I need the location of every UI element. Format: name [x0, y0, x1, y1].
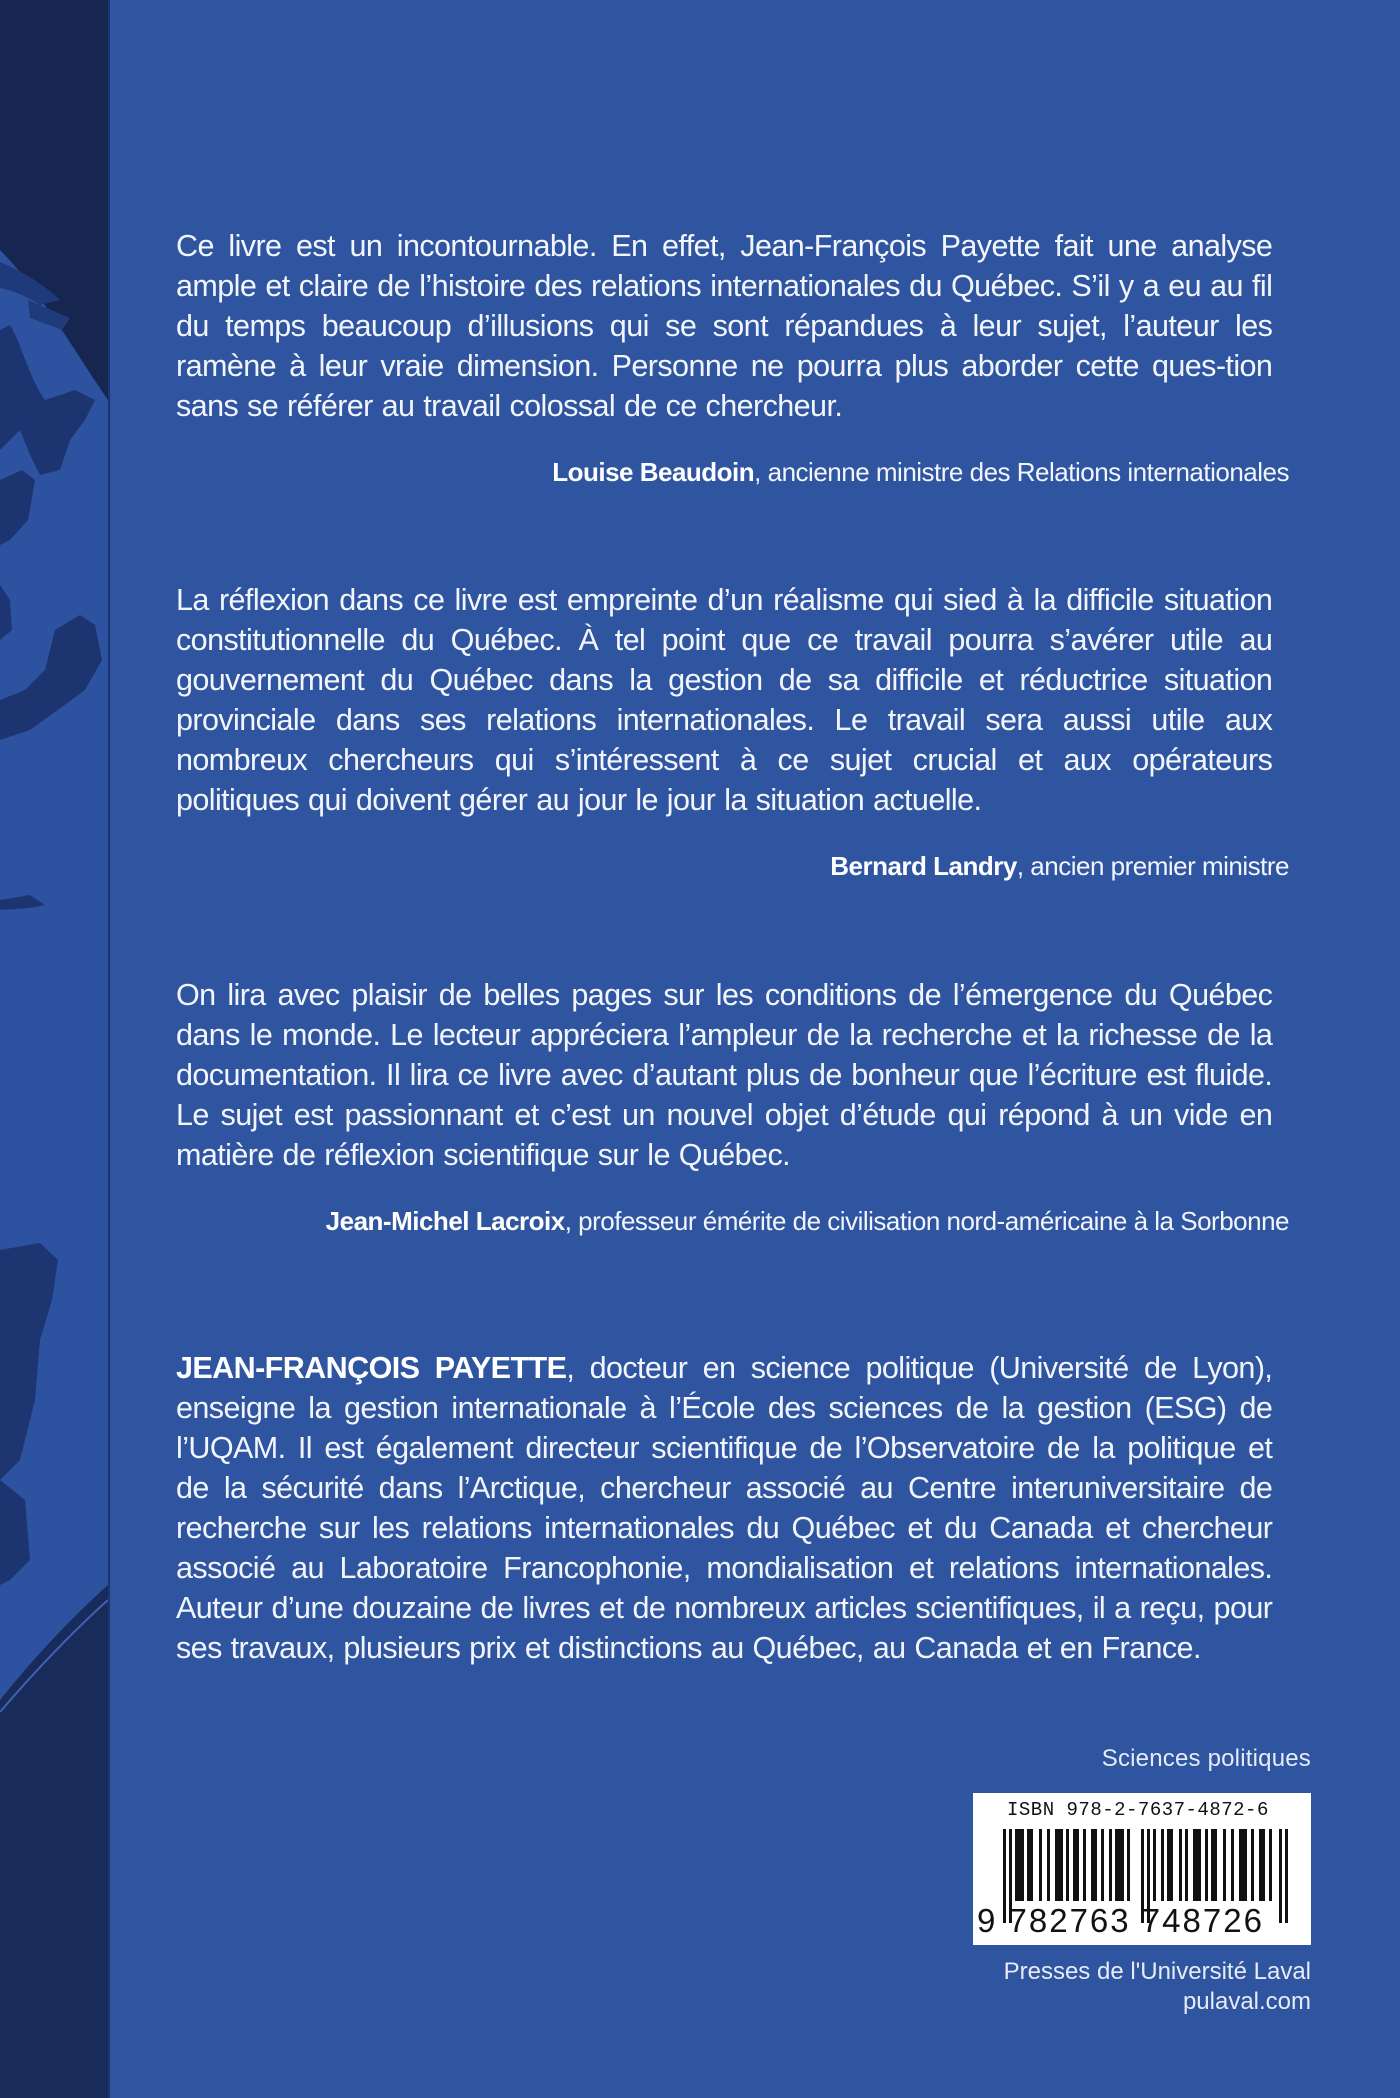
globe-silhouette-icon [0, 0, 108, 2098]
endorser-role: , professeur émérite de civilisation nord-américaine à la Sorbonne [564, 1206, 1289, 1236]
endorsement-quote-1: Ce livre est un incontournable. En effet, Jean-François Payette fait une analyse ample et claire de l’histoire des relations internationales du Québec. S’il y a eu au fil du temps beaucoup d’illusions qui se sont répandues à leur sujet, l’auteur les ramène à leur vraie dimension. Personne ne pourra plus aborder cette ques-tion sans se référer au travail colossal de ce chercheur. [176, 228, 1273, 423]
barcode-digits: 9 782763 748726 [977, 1902, 1264, 1939]
endorsement-attribution-3 [176, 1205, 1289, 1237]
endorser-name: Louise Beaudoin [552, 457, 755, 487]
endorsement-quote-2: La réflexion dans ce livre est empreinte d’un réalisme qui sied à la difficile situation constitutionnelle du Québec. À tel point que ce travail pourra s’avérer utile au gouvernement du Québec dans la gestion de sa difficile et réductrice situation provinciale dans ses relations internationales. Le travail sera aussi utile aux nombreux chercheurs qui s’intéressent à ce sujet crucial et aux opérateurs politiques qui doivent gérer au jour le jour la situation actuelle. [176, 582, 1273, 817]
endorser-role: , ancienne ministre des Relations internationales [754, 457, 1289, 487]
author-bio [176, 1348, 1272, 1668]
endorser-name: Jean-Michel Lacroix [325, 1206, 565, 1236]
publisher-name: Presses de l'Université Laval [1003, 1958, 1311, 1985]
endorser-role: , ancien premier ministre [1016, 851, 1289, 881]
endorsement-attribution-1 [176, 456, 1289, 488]
subject-category: Sciences politiques [1101, 1745, 1311, 1772]
isbn-label: ISBN 978-2-7637-4872-6 [1007, 1799, 1269, 1821]
author-name: JEAN-FRANÇOIS PAYETTE [176, 1350, 567, 1385]
isbn-barcode [973, 1793, 1311, 1945]
author-bio-text: , docteur en science politique (Université de Lyon), enseigne la gestion internationale à l’École des sciences de la gestion (ESG) de l’UQAM. Il est également directeur scientifique de l’Observatoire de la politique et de la sécurité dans l’Arctique, chercheur associé au Centre interuniversitaire de recherche sur les relations internationales du Québec et du Canada et chercheur associé au Laboratoire Francophonie, mondialisation et relations internationales. Auteur d’une douzaine de livres et de nombreux articles scientifiques, il a reçu, pour ses travaux, plusieurs prix et distinctions au Québec, au Canada et en France. [176, 1350, 1273, 1665]
cover-spine-strip [0, 0, 110, 2098]
endorser-name: Bernard Landry [830, 851, 1017, 881]
endorsement-attribution-2 [176, 850, 1289, 882]
endorsement-quote-3: On lira avec plaisir de belles pages sur les conditions de l’émergence du Québec dans le monde. Le lecteur appréciera l’ampleur de la recherche et la richesse de la documentation. Il lira ce livre avec d’autant plus de bonheur que l’écriture est fluide. Le sujet est passionnant et c’est un nouvel objet d’étude qui répond à un vide en matière de réflexion scientifique sur le Québec. [176, 977, 1273, 1172]
publisher-info [1004, 1957, 1311, 2017]
publisher-website: pulaval.com [1182, 1988, 1311, 2015]
